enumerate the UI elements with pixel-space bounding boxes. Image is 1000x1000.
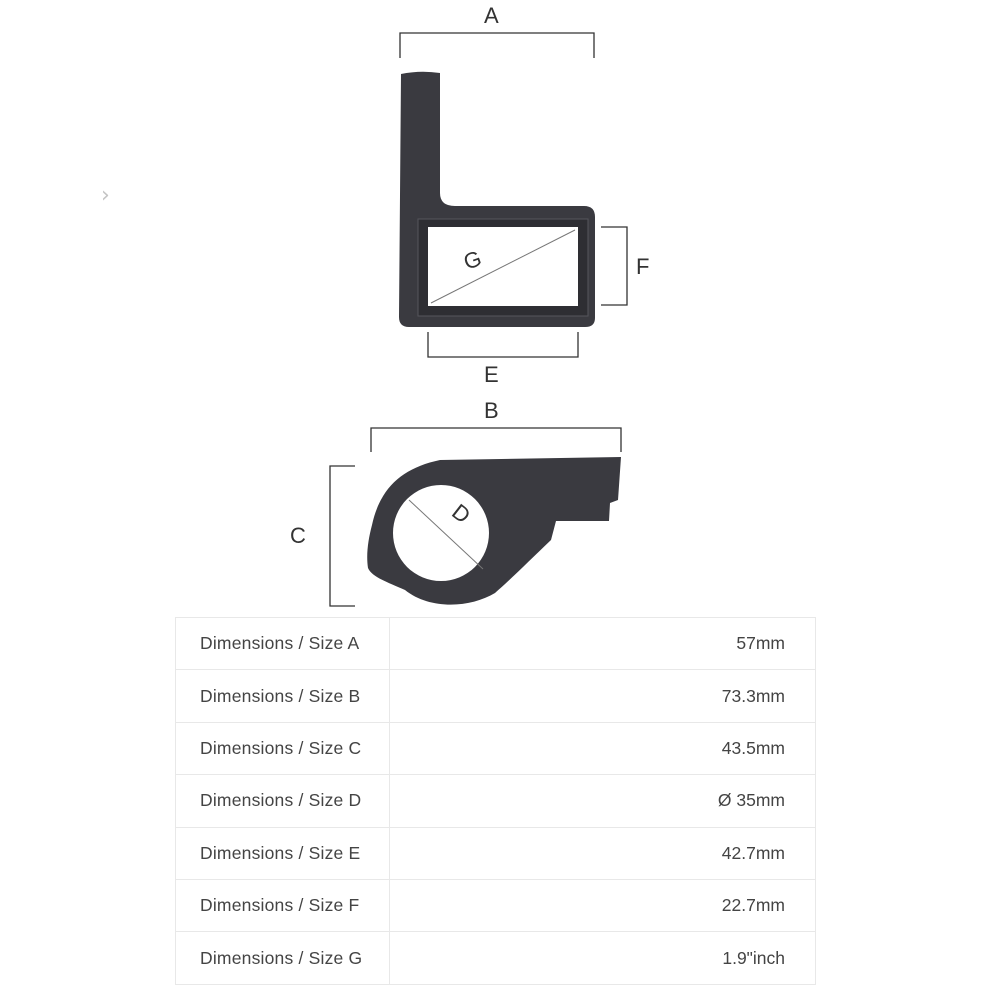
spec-value: 1.9"inch [390,932,816,984]
dimension-e-bracket [428,332,578,357]
dimension-e-label: E [484,362,499,387]
spec-value: 73.3mm [390,670,816,722]
spec-name: Dimensions / Size D [176,775,390,827]
spec-value: Ø 35mm [390,775,816,827]
dimension-a-label: A [484,3,499,28]
dimension-c-bracket [330,466,355,606]
dimension-c-label: C [290,523,306,548]
dimension-a-bracket [400,33,594,58]
mount-body [367,457,621,605]
side-view [290,398,621,606]
spec-name: Dimensions / Size F [176,879,390,931]
spec-name: Dimensions / Size C [176,722,390,774]
spec-name: Dimensions / Size B [176,670,390,722]
dimension-d-label: D [447,498,476,529]
spec-value: 57mm [390,618,816,670]
spec-value: 22.7mm [390,879,816,931]
table-row [176,722,816,774]
table-row [176,827,816,879]
dimension-f-bracket [601,227,627,305]
spec-name: Dimensions / Size E [176,827,390,879]
table-row [176,879,816,931]
table-row [176,670,816,722]
dimension-g-label: G [460,245,485,275]
spec-value: 42.7mm [390,827,816,879]
spec-value: 43.5mm [390,722,816,774]
spec-name: Dimensions / Size G [176,932,390,984]
dimension-f-label: F [636,254,650,279]
dimensions-table [175,617,816,985]
dimension-b-bracket [371,428,621,452]
spec-name: Dimensions / Size A [176,618,390,670]
dimension-b-label: B [484,398,499,423]
table-row [176,775,816,827]
table-row [176,932,816,984]
table-row [176,618,816,670]
front-view [399,3,649,387]
side-chevron-icon: › [101,183,110,208]
